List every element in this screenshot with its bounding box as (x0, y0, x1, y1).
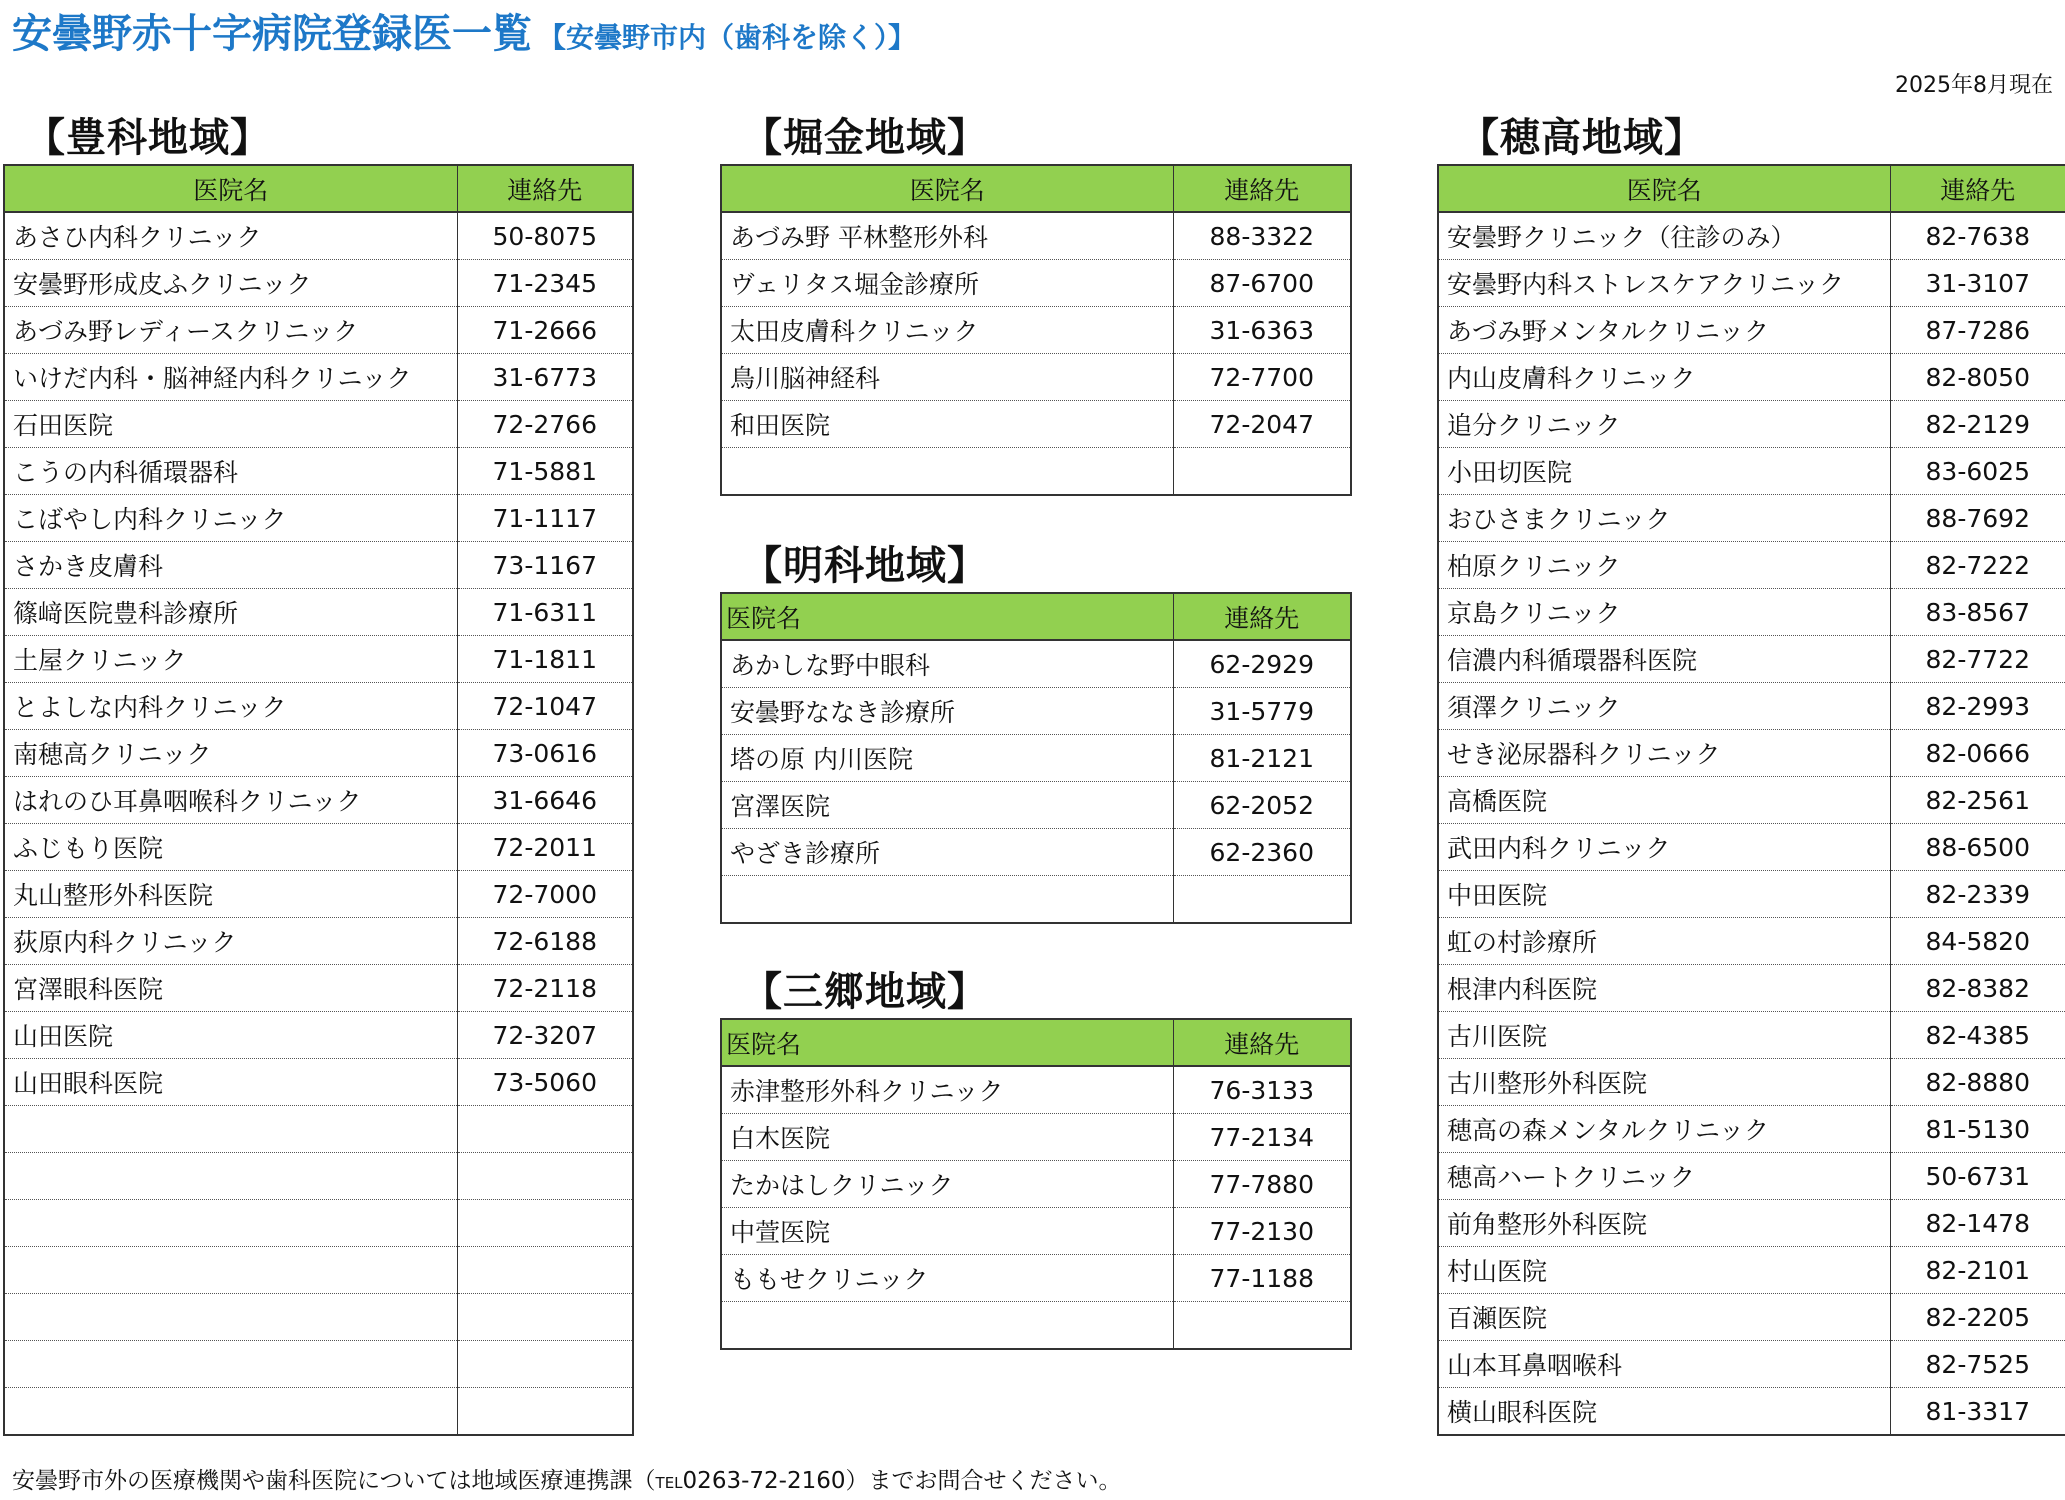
table-row (4, 260, 633, 307)
clinic-name-cell: 篠﨑医院豊科診療所 (4, 589, 457, 636)
clinic-name-cell: 中萱医院 (721, 1208, 1173, 1255)
phone-cell (457, 1200, 633, 1247)
column-header-tel: 連絡先 (1890, 165, 2065, 212)
phone-cell: 76-3133 (1173, 1066, 1351, 1114)
clinic-table (3, 164, 634, 1436)
as-of-date: 2025年8月現在 (1895, 73, 2053, 98)
phone-cell: 62-2929 (1173, 640, 1351, 688)
clinic-name-cell: おひさまクリニック (1438, 495, 1890, 542)
clinic-table (720, 592, 1352, 924)
phone-cell: 83-8567 (1890, 589, 2065, 636)
phone-cell: 83-6025 (1890, 448, 2065, 495)
clinic-name-cell (4, 1294, 457, 1341)
table-row (721, 640, 1351, 688)
table-row (1438, 824, 2065, 871)
table-row (1438, 260, 2065, 307)
table-row (721, 448, 1351, 496)
table-row (1438, 777, 2065, 824)
table-row (4, 1200, 633, 1247)
clinic-name-cell (721, 876, 1173, 924)
clinic-name-cell: 安曇野内科ストレスケアクリニック (1438, 260, 1890, 307)
phone-cell: 72-2047 (1173, 401, 1351, 448)
table-row (721, 688, 1351, 735)
phone-cell: 72-3207 (457, 1012, 633, 1059)
phone-cell: 81-2121 (1173, 735, 1351, 782)
table-row (1438, 1059, 2065, 1106)
clinic-name-cell: 百瀬医院 (1438, 1294, 1890, 1341)
phone-cell: 88-3322 (1173, 212, 1351, 260)
phone-cell: 82-2561 (1890, 777, 2065, 824)
clinic-name-cell (4, 1341, 457, 1388)
column-header-name: 医院名 (721, 165, 1173, 212)
table-row (1438, 1388, 2065, 1436)
table-row (4, 542, 633, 589)
phone-cell: 81-5130 (1890, 1106, 2065, 1153)
phone-cell (457, 1153, 633, 1200)
clinic-name-cell: 柏原クリニック (1438, 542, 1890, 589)
table-header-row (1438, 165, 2065, 212)
column-header-tel: 連絡先 (1173, 165, 1351, 212)
column-header-tel: 連絡先 (1173, 593, 1351, 640)
clinic-name-cell: 古川整形外科医院 (1438, 1059, 1890, 1106)
phone-cell: 71-6311 (457, 589, 633, 636)
column-header-name: 医院名 (1438, 165, 1890, 212)
region-horigane (720, 112, 1352, 496)
phone-cell (457, 1388, 633, 1436)
phone-cell: 73-0616 (457, 730, 633, 777)
page-title-main: 安曇野赤十字病院登録医一覧 (12, 11, 532, 57)
phone-cell (457, 1247, 633, 1294)
clinic-name-cell: 荻原内科クリニック (4, 918, 457, 965)
clinic-name-cell: 虹の村診療所 (1438, 918, 1890, 965)
phone-cell (1173, 448, 1351, 496)
clinic-name-cell: 高橋医院 (1438, 777, 1890, 824)
phone-cell: 72-2766 (457, 401, 633, 448)
clinic-name-cell: 村山医院 (1438, 1247, 1890, 1294)
table-row (4, 1153, 633, 1200)
table-row (721, 876, 1351, 924)
table-row (4, 636, 633, 683)
region-toyoshina (3, 112, 634, 1436)
phone-cell: 77-1188 (1173, 1255, 1351, 1302)
phone-cell: 82-2129 (1890, 401, 2065, 448)
table-row (4, 1059, 633, 1106)
phone-cell: 82-1478 (1890, 1200, 2065, 1247)
clinic-name-cell: 和田医院 (721, 401, 1173, 448)
clinic-name-cell: 追分クリニック (1438, 401, 1890, 448)
region-hotaka (1437, 112, 2065, 1436)
clinic-name-cell: 石田医院 (4, 401, 457, 448)
column-header-tel: 連絡先 (457, 165, 633, 212)
clinic-name-cell (4, 1106, 457, 1153)
clinic-name-cell: 山田医院 (4, 1012, 457, 1059)
table-row (4, 307, 633, 354)
table-row (4, 212, 633, 260)
phone-cell: 87-6700 (1173, 260, 1351, 307)
table-row (1438, 542, 2065, 589)
clinic-name-cell: あさひ内科クリニック (4, 212, 457, 260)
table-row (721, 307, 1351, 354)
phone-cell: 31-3107 (1890, 260, 2065, 307)
table-row (4, 824, 633, 871)
clinic-name-cell: 京島クリニック (1438, 589, 1890, 636)
clinic-name-cell: 塔の原 内川医院 (721, 735, 1173, 782)
phone-cell: 82-2339 (1890, 871, 2065, 918)
clinic-name-cell: 横山眼科医院 (1447, 1398, 1598, 1427)
table-row (721, 1255, 1351, 1302)
table-header-row (721, 593, 1351, 640)
clinic-name-cell: こうの内科循環器科 (4, 448, 457, 495)
region-title: 【穂高地域】 (1459, 115, 1705, 161)
clinic-name-cell: 前角整形外科医院 (1438, 1200, 1890, 1247)
phone-cell: 77-2134 (1173, 1114, 1351, 1161)
table-row (721, 354, 1351, 401)
table-row (721, 829, 1351, 876)
phone-cell: 82-8050 (1890, 354, 2065, 401)
table-header-row (721, 165, 1351, 212)
table-row (4, 448, 633, 495)
clinic-name-cell (721, 448, 1173, 496)
clinic-name-cell: あかしな野中眼科 (721, 640, 1173, 688)
phone-cell: 82-8382 (1890, 965, 2065, 1012)
table-row (4, 871, 633, 918)
phone-cell: 72-7700 (1173, 354, 1351, 401)
table-row (1438, 1294, 2065, 1341)
table-row (1438, 965, 2065, 1012)
table-row (721, 1302, 1351, 1350)
table-header-row (4, 165, 633, 212)
table-row (4, 918, 633, 965)
clinic-name-cell: 山本耳鼻咽喉科 (1438, 1341, 1890, 1388)
phone-cell: 50-6731 (1890, 1153, 2065, 1200)
clinic-name-cell (721, 1302, 1173, 1350)
phone-cell: 71-5881 (457, 448, 633, 495)
table-row (4, 965, 633, 1012)
phone-cell: 72-1047 (457, 683, 633, 730)
phone-cell: 88-7692 (1890, 495, 2065, 542)
phone-cell (457, 1294, 633, 1341)
phone-cell: 31-5779 (1173, 688, 1351, 735)
column-header-name: 医院名 (721, 593, 1173, 640)
clinic-name-cell: あづみ野 平林整形外科 (721, 212, 1173, 260)
clinic-table (720, 164, 1352, 496)
table-row (721, 1161, 1351, 1208)
clinic-name-cell: 赤津整形外科クリニック (721, 1066, 1173, 1114)
table-row (4, 401, 633, 448)
region-title: 【三郷地域】 (742, 969, 988, 1015)
table-row (4, 777, 633, 824)
clinic-name-cell: 鳥川脳神経科 (721, 354, 1173, 401)
phone-cell: 71-2666 (457, 307, 633, 354)
table-row (4, 1106, 633, 1153)
clinic-name-cell: 穂高ハートクリニック (1438, 1153, 1890, 1200)
phone-cell: 77-7880 (1173, 1161, 1351, 1208)
phone-cell: 82-8880 (1890, 1059, 2065, 1106)
tel-mark: TEL (655, 1474, 683, 1492)
clinic-name-cell: 土屋クリニック (4, 636, 457, 683)
clinic-name-cell: 信濃内科循環器科医院 (1438, 636, 1890, 683)
page-title-sub: 【安曇野市内（歯科を除く）】 (538, 21, 917, 54)
clinic-name-cell: 内山皮膚科クリニック (1438, 354, 1890, 401)
phone-cell: 82-4385 (1890, 1012, 2065, 1059)
clinic-name-cell: ヴェリタス堀金診療所 (721, 260, 1173, 307)
table-row (4, 1341, 633, 1388)
phone-cell: 82-7222 (1890, 542, 2065, 589)
clinic-table (1437, 164, 2065, 1436)
clinic-table (720, 1018, 1352, 1350)
table-row (1438, 1153, 2065, 1200)
table-row (1438, 589, 2065, 636)
footer-tel-number: 0263-72-2160 (682, 1468, 846, 1494)
region-title: 【堀金地域】 (742, 115, 988, 161)
clinic-name-cell: いけだ内科・脳神経内科クリニック (4, 354, 457, 401)
phone-cell: 50-8075 (457, 212, 633, 260)
table-row (721, 735, 1351, 782)
footer-text-before: 安曇野市外の医療機関や歯科医院については地域医療連携課（ (12, 1468, 656, 1494)
clinic-name-cell: 丸山整形外科医院 (4, 871, 457, 918)
phone-cell: 72-6188 (457, 918, 633, 965)
phone-cell: 88-6500 (1890, 824, 2065, 871)
clinic-name-cell: 白木医院 (721, 1114, 1173, 1161)
table-row (1438, 1200, 2065, 1247)
clinic-name-cell: 古川医院 (1438, 1012, 1890, 1059)
column-header-name: 医院名 (4, 165, 457, 212)
table-row (721, 782, 1351, 829)
clinic-name-cell: はれのひ耳鼻咽喉科クリニック (4, 777, 457, 824)
phone-cell: 82-7722 (1890, 636, 2065, 683)
clinic-name-cell: 宮澤眼科医院 (4, 965, 457, 1012)
table-row (1438, 1012, 2065, 1059)
phone-cell: 72-7000 (457, 871, 633, 918)
column-header-name: 医院名 (721, 1019, 1173, 1066)
clinic-name-cell: 山田眼科医院 (4, 1059, 457, 1106)
phone-cell: 71-1811 (457, 636, 633, 683)
phone-cell: 87-7286 (1890, 307, 2065, 354)
clinic-name-cell: 小田切医院 (1438, 448, 1890, 495)
table-row (1438, 683, 2065, 730)
clinic-name-cell: ももせクリニック (721, 1255, 1173, 1302)
clinic-name-cell: 穂高の森メンタルクリニック (1438, 1106, 1890, 1153)
clinic-name-cell (4, 1200, 457, 1247)
clinic-name-cell: 中田医院 (1438, 871, 1890, 918)
clinic-name-cell: 宮澤医院 (721, 782, 1173, 829)
clinic-name-cell: せき泌尿器科クリニック (1438, 730, 1890, 777)
phone-cell: 82-0666 (1890, 730, 2065, 777)
phone-cell: 82-7525 (1890, 1341, 2065, 1388)
phone-cell: 82-2993 (1890, 683, 2065, 730)
column-header-tel: 連絡先 (1173, 1019, 1351, 1066)
table-row (4, 730, 633, 777)
clinic-name-cell (4, 1153, 457, 1200)
table-row (4, 1388, 633, 1436)
phone-cell: 72-2011 (457, 824, 633, 871)
table-row (1438, 636, 2065, 683)
clinic-name-cell: 武田内科クリニック (1438, 824, 1890, 871)
footer-text-after: ）までお問合せください。 (845, 1468, 1122, 1494)
page-title (12, 2, 916, 59)
phone-cell (457, 1106, 633, 1153)
table-row (4, 683, 633, 730)
phone-cell: 82-2205 (1890, 1294, 2065, 1341)
table-row (1438, 1341, 2065, 1388)
footer-note (12, 1462, 1121, 1495)
table-row (721, 1066, 1351, 1114)
phone-cell: 81-3317 (1890, 1388, 2065, 1436)
clinic-name-cell: あづみ野レディースクリニック (4, 307, 457, 354)
phone-cell: 77-2130 (1173, 1208, 1351, 1255)
clinic-name-cell: やざき診療所 (721, 829, 1173, 876)
clinic-name-cell (4, 1247, 457, 1294)
table-row (1438, 871, 2065, 918)
clinic-name-cell: あづみ野メンタルクリニック (1438, 307, 1890, 354)
table-row (1438, 495, 2065, 542)
phone-cell: 82-2101 (1890, 1247, 2065, 1294)
phone-cell: 73-5060 (457, 1059, 633, 1106)
table-row (4, 589, 633, 636)
phone-cell: 31-6773 (457, 354, 633, 401)
phone-cell: 72-2118 (457, 965, 633, 1012)
clinic-name-cell: とよしな内科クリニック (4, 683, 457, 730)
table-row (4, 495, 633, 542)
clinic-name-cell: ふじもり医院 (4, 824, 457, 871)
phone-cell: 31-6363 (1173, 307, 1351, 354)
phone-cell: 73-1167 (457, 542, 633, 589)
clinic-name-cell: 太田皮膚科クリニック (721, 307, 1173, 354)
table-row (1438, 401, 2065, 448)
clinic-name-cell: 根津内科医院 (1438, 965, 1890, 1012)
table-header-row (721, 1019, 1351, 1066)
phone-cell: 84-5820 (1890, 918, 2065, 965)
table-row (4, 1012, 633, 1059)
phone-cell (1173, 1302, 1351, 1350)
clinic-name-cell: 須澤クリニック (1438, 683, 1890, 730)
clinic-name-cell: たかはしクリニック (721, 1161, 1173, 1208)
region-misato (720, 966, 1352, 1350)
phone-cell: 31-6646 (457, 777, 633, 824)
region-title: 【豊科地域】 (25, 115, 271, 161)
table-row (4, 354, 633, 401)
table-row (721, 1114, 1351, 1161)
clinic-name-cell: 安曇野クリニック（往診のみ） (1438, 212, 1890, 260)
table-row (721, 212, 1351, 260)
table-row (1438, 354, 2065, 401)
table-row (1438, 730, 2065, 777)
phone-cell (457, 1341, 633, 1388)
table-row (721, 260, 1351, 307)
table-row (721, 401, 1351, 448)
phone-cell: 71-2345 (457, 260, 633, 307)
table-row (721, 1208, 1351, 1255)
clinic-name-cell: さかき皮膚科 (4, 542, 457, 589)
phone-cell: 71-1117 (457, 495, 633, 542)
table-row (1438, 212, 2065, 260)
clinic-name-cell (4, 1388, 457, 1436)
region-title: 【明科地域】 (742, 543, 988, 589)
table-row (4, 1247, 633, 1294)
clinic-name-cell: こばやし内科クリニック (4, 495, 457, 542)
table-row (1438, 1247, 2065, 1294)
table-row (1438, 1106, 2065, 1153)
phone-cell: 62-2360 (1173, 829, 1351, 876)
clinic-name-cell: 安曇野ななき診療所 (721, 688, 1173, 735)
table-row (4, 1294, 633, 1341)
clinic-name-cell: 安曇野形成皮ふクリニック (4, 260, 457, 307)
region-akashina (720, 540, 1352, 924)
table-row (1438, 307, 2065, 354)
table-row (1438, 448, 2065, 495)
phone-cell: 82-7638 (1890, 212, 2065, 260)
clinic-name-cell: 南穂高クリニック (4, 730, 457, 777)
phone-cell: 62-2052 (1173, 782, 1351, 829)
table-row (1438, 918, 2065, 965)
phone-cell (1173, 876, 1351, 924)
